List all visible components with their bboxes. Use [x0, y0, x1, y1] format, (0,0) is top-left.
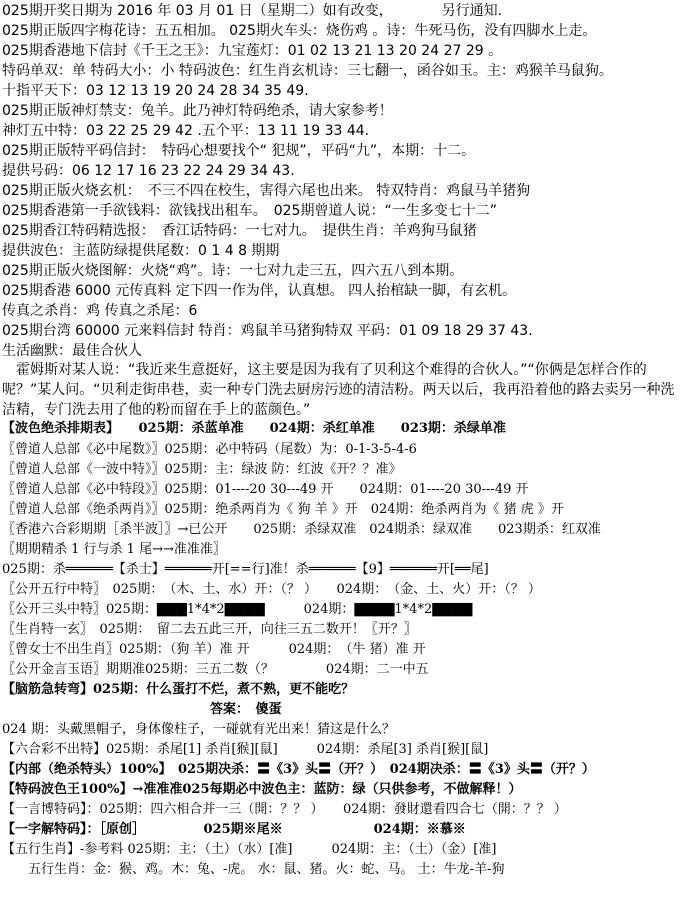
- brain-teaser-row: 【脑筋急转弯】025期：什么蛋打不烂，煮不熟，更不能吃？: [2, 682, 355, 697]
- wave-color-king-row: 【特码波色王100%】→准准准025每期必中波色主：蓝防：绿（只供参考，不做解释！）: [2, 782, 522, 797]
- humor-story: 霍姆斯对某人说：“我近来生意挺好，这主要是因为我有了贝利这个难得的合伙人。”“你俩是怎样合作的呢？”某人问。“贝利走街串巷，卖一种专门洗去厨房污迹的清洁粉。两天以后，我再沿着他的路去卖另一种洗洁精，专门洗去用了他的粉而留在手上的蓝颜色。”: [2, 362, 675, 418]
- no-special-row: 【六合彩不出特】025期：杀尾[1] 杀肖[猴][鼠] 024期：杀尾[3] 杀肖[猴][鼠]: [2, 742, 489, 757]
- three-heads-row: 〖公开三头中特〗025期：▇▇▇1*4*2▇▇▇▇ 024期：▇▇▇▇1*4*2▇▇▇▇: [2, 602, 473, 617]
- one-word-bet-row: 【一言博特码】：025期：四六相合并一三（開：？？ ） 024期：發財還看四合七（開：？？ ）: [2, 802, 567, 817]
- text-line: 025期正版火烧图解：火烧“鸡”。诗：一七对九走三五，四六五八到本期。: [2, 263, 464, 279]
- five-elements-row: 〖公开五行中特〗 025期： （木、土、水）开：（？ ） 024期： （金、土、火）开：（？ ）: [2, 582, 541, 597]
- text-line: 提供波色：主蓝防绿提供尾数：0 1 4 8 期期: [2, 243, 280, 259]
- text-line: 025期香港 6000 元传真料 定下四一作为伴，认真想。 四人抬棺缺一脚，有玄机。: [2, 283, 517, 299]
- text-line: 025期香港地下信封《千王之王》：九宝莲灯：01 02 13 21 13 20 24 27 29 。: [2, 43, 503, 59]
- half-wave-row: 〖香港六合彩期期［杀半波］〗→已公开 025期：杀绿双准 024期杀：绿双准 023期杀：红双准: [2, 522, 601, 537]
- text-line: 025期正版神灯禁支：兔羊。此乃神灯特码绝杀，请大家参考！: [2, 103, 393, 119]
- kill-zodiac-row: 〖曾道人总部《绝杀两肖》〗025期：绝杀两肖为《 狗 羊 》开 024期：绝杀两肖为《 猪 虎 》开: [2, 502, 564, 517]
- inner-kill-head-row: 【内部（绝杀特头）100%】 025期决杀：〓《3》头〓（开？） 024期决杀：〓《3》头〓（开？）: [2, 762, 595, 777]
- text-line: 神灯五中特：03 22 25 29 42 .五个平：13 11 19 33 44.: [2, 123, 370, 139]
- text-line: 025期正版火烧玄机： 不三不四在校生，害得六尾也出来。 特双特肖：鸡鼠马羊猪狗: [2, 183, 531, 199]
- five-element-list-row: 五行生肖：金：猴、鸡。木：兔、-虎。 水：鼠、猪。火：蛇、马。 土：牛龙-羊-狗: [2, 862, 505, 877]
- zodiac-riddle-row: 〖生肖特一玄〗 025期： 留二去五此三开，向往三五二数开！〖开？〗: [2, 622, 417, 637]
- one-wave-row: 〖曾道人总部《一波中特》〗025期：主：绿波 防：红波《开？？准》: [2, 462, 402, 477]
- text-line: 025期香江特码精选报： 香江话特码：一七对九。 提供生肖：羊鸡狗马鼠猪: [2, 223, 477, 239]
- special-segment-row: 〖曾道人总部《必中特段》〗025期：01----20 30---49 开 024期：01----20 30---49 开: [2, 482, 529, 497]
- text-line: 十指平天下：03 12 13 19 20 24 28 34 35 49.: [2, 83, 309, 99]
- lady-zodiac-row: 〖曾女士不出生肖〗025期：（狗 羊）准 开 024期： （牛 猪）准 开: [2, 642, 426, 657]
- five-element-zodiac-row: 【五行生肖】-参考料 025期：主：（土）（水）[准] 024期：主：（土）（金）[准]: [2, 842, 497, 857]
- text-line: 提供号码：06 12 17 16 23 22 24 29 34 43.: [2, 163, 295, 179]
- text-line: 传真之杀肖：鸡 传真之杀尾：6: [2, 303, 198, 319]
- riddle-024-row: 024 期：头戴黑帽子，身体像柱子，一碰就有光出来！猜这是什么？: [2, 722, 395, 737]
- kill-line-heading: 〖期期精杀 1 行与杀 1 尾→→准准准〗: [2, 542, 226, 557]
- text-line: 025期正版四字梅花诗：五五相加。 025期火车头：烧伤鸡 。诗：牛死马伤，没有四脚水上走。: [2, 23, 597, 39]
- one-char-solve-row: 【一字解特码】：［原创］ 025期※尾※ 024期：※慕※: [2, 822, 466, 837]
- text-line: 025期台湾 60000 元来料信封 特肖：鸡鼠羊马猪狗特双 平码：01 09 18 29 37 43.: [2, 323, 533, 339]
- humor-heading: 生活幽默：最佳合伙人: [2, 343, 142, 359]
- golden-words-row: 〖公开金言玉语〗期期准025期：三五二数（？ 024期：二一中五: [2, 662, 429, 677]
- brain-teaser-answer: 答案： 傻蛋: [2, 702, 282, 717]
- text-line: 特码单双：单 特码大小：小 特码波色：红生肖玄机诗：三七翻一，函谷如玉。主：鸡猴羊马鼠狗。: [2, 63, 613, 79]
- tail-number-row: 〖曾道人总部《必中尾数》〗025期：必中特码（尾数）为：0-1-3-5-4-6: [2, 442, 417, 457]
- text-line: 025期开奖日期为 2016 年 03 月 01 日（星期二）如有改变， 另行通知.: [2, 3, 503, 19]
- kill-color-row: 【波色绝杀排期表】 025期：杀蓝单准 024期：杀红单准 023期：杀绿单准: [2, 421, 506, 436]
- text-line: 025期香港第一手欲钱料：欲钱找出租车。 025期曾道人说：“一生多变七十二”: [2, 203, 497, 219]
- text-line: 025期正版特平码信封： 特码心想要找个“ 犯规”，平码“九”，本期：十二。: [2, 143, 476, 159]
- kill-line-row: 025期：杀══════【杀士】══════开[==行]准！杀══════【9】══════开[══尾]: [2, 562, 489, 577]
